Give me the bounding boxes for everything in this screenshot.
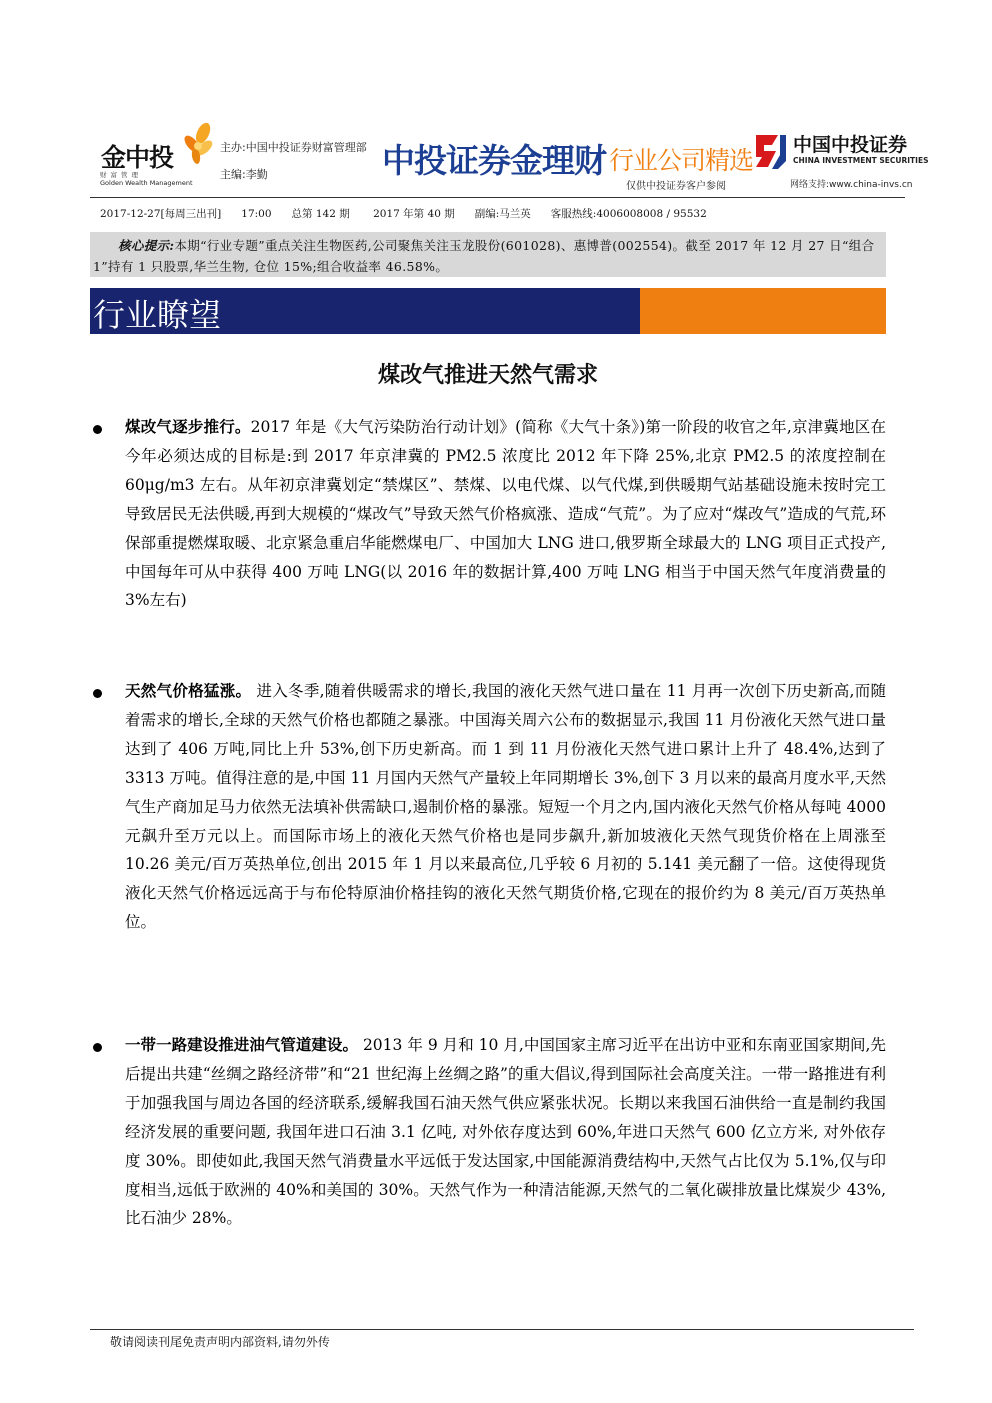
flower-logo-icon [178,118,218,178]
footer-divider [90,1329,914,1330]
website-label: 网络支持:www.china-invs.cn [790,180,913,190]
bullet-icon [93,425,102,434]
editor-label: 主编:李勤 [220,168,268,181]
summary-text: 本期“行业专题”重点关注生物医药,公司聚焦关注玉龙股份(601028)、惠博普(002554)。截至 2017 年 12 月 27 日“组合 1”持有 1 只股票,华兰生物, 仓位 15%;组合收益率 46.58%。 [93,238,875,274]
bullet-icon [93,1043,102,1052]
cis-logo-icon [752,131,788,171]
article-title: 煤改气推进天然气需求 [377,363,598,388]
paragraph-gas-price [125,677,886,937]
bullet-icon [93,689,102,698]
logo-wordmark: 金中投 [101,143,174,172]
paragraph-body: 2013 年 9 月和 10 月,中国国家主席习近平在出访中亚和东南亚国家期间,先后提出共建“丝绸之路经济带”和“21 世纪海上丝绸之路”的重大倡议,得到国际社会高度关注。一带一路推进有利于加强我国与周边各国的经济联系,缓解我国石油天然气供应紧张状况。长期以来我国石油供给一直是制约我国经济发展的重要问题, 我国年进口石油 3.1 亿吨, 对外依存度达到 60%,年进口天然气 600 亿立方米, 对外依存度 30%。即使如此,我国天然气消费量水平远低于发达国家,中国能源消费结构中,天然气占比仅为 5.1%,仅与印度相当,远低于欧洲的 40%和美国的 30%。天然气作为一种清洁能源,天然气的二氧化碳排放量比煤炭少 43%,比石油少 28%。 [125,1036,886,1228]
company-name-cn: 中国中投证券 [793,134,908,156]
logo-subtitle-cn: 财富管理 [100,171,142,179]
logo-subtitle-en: Golden Wealth Management [100,179,193,187]
core-summary [93,235,889,277]
paragraph-lead: 一带一路建设推进油气管道建设。 [125,1036,358,1054]
paragraph-body: 2017 年是《大气污染防治行动计划》(简称《大气十条》)第一阶段的收官之年,京津冀地区在今年必须达成的目标是:到 2017 年京津冀的 PM2.5 浓度比 2012 年下降 25%,北京 PM2.5 的浓度控制在 60μg/m3 左右。从年初京津冀划定“禁煤区”、禁煤、以电代煤、以气代煤,到供暖期气站基础设施未按时完工导致居民无法供暖,再到大规模的“煤改气”导致天然气价格疯涨、造成“气荒”。为了应对“煤改气”造成的气荒,环保部重提燃煤取暖、北京紧急重启华能燃煤电厂、中国加大 LNG 进口,俄罗斯全球最大的 LNG 项目正式投产,中国每年可从中获得 400 万吨 LNG(以 2016 年的数据计算,400 万吨 LNG 相当于中国天然气年度消费量的 3%左右) [125,418,886,610]
paragraph-coal-to-gas [125,413,886,615]
paragraph-lead: 天然气价格猛涨。 [125,682,252,700]
publication-note: 仅供中投证券客户参阅 [626,181,726,192]
paragraph-body: 进入冬季,随着供暖需求的增长,我国的液化天然气进口量在 11 月再一次创下历史新高,而随着需求的增长,全球的天然气价格也都随之暴涨。中国海关周六公布的数据显示,我国 11 月份液化天然气进口量达到了 406 万吨,同比上升 53%,创下历史新高。而 1 到 11 月份液化天然气进口累计上升了 48.4%,达到了 3313 万吨。值得注意的是,中国 11 月国内天然气产量较上年同期增长 3%,创下 3 月以来的最高月度水平,天然气生产商加足马力依然无法填补供需缺口,遏制价格的暴涨。短短一个月之内,国内液化天然气价格从每吨 4000 元飙升至万元以上。而国际市场上的液化天然气价格也是同步飙升,新加坡液化天然气现货价格在上周涨至 10.26 美元/百万英热单位,创出 2015 年 1 月以来最高位,几乎较 6 月初的 5.141 美元翻了一倍。这使得现货液化天然气价格远远高于与布伦特原油价格挂钩的液化天然气期货价格,它现在的报价约为 8 美元/百万英热单位。 [125,682,886,932]
publication-section: 行业公司精选 [609,146,754,175]
publication-title: 中投证券金理财 [382,141,606,180]
issue-info: 2017-12-27[每周三出刊] 17:00 总第 142 期 2017 年第 40 期 副编:马兰英 客服热线:4006008008 / 95532 [100,208,707,220]
company-name-en: CHINA INVESTMENT SECURITIES [793,156,929,165]
sponsor-label: 主办:中国中投证券财富管理部 [220,141,367,154]
paragraph-belt-and-road [125,1031,886,1233]
summary-label: 核心提示: [118,238,175,253]
footer-disclaimer: 敬请阅读刊尾免责声明内部资料,请勿外传 [110,1335,330,1349]
paragraph-lead: 煤改气逐步推行。 [125,418,251,436]
section-banner-accent [640,288,886,334]
section-title: 行业瞭望 [93,296,222,334]
header-divider [90,197,905,198]
